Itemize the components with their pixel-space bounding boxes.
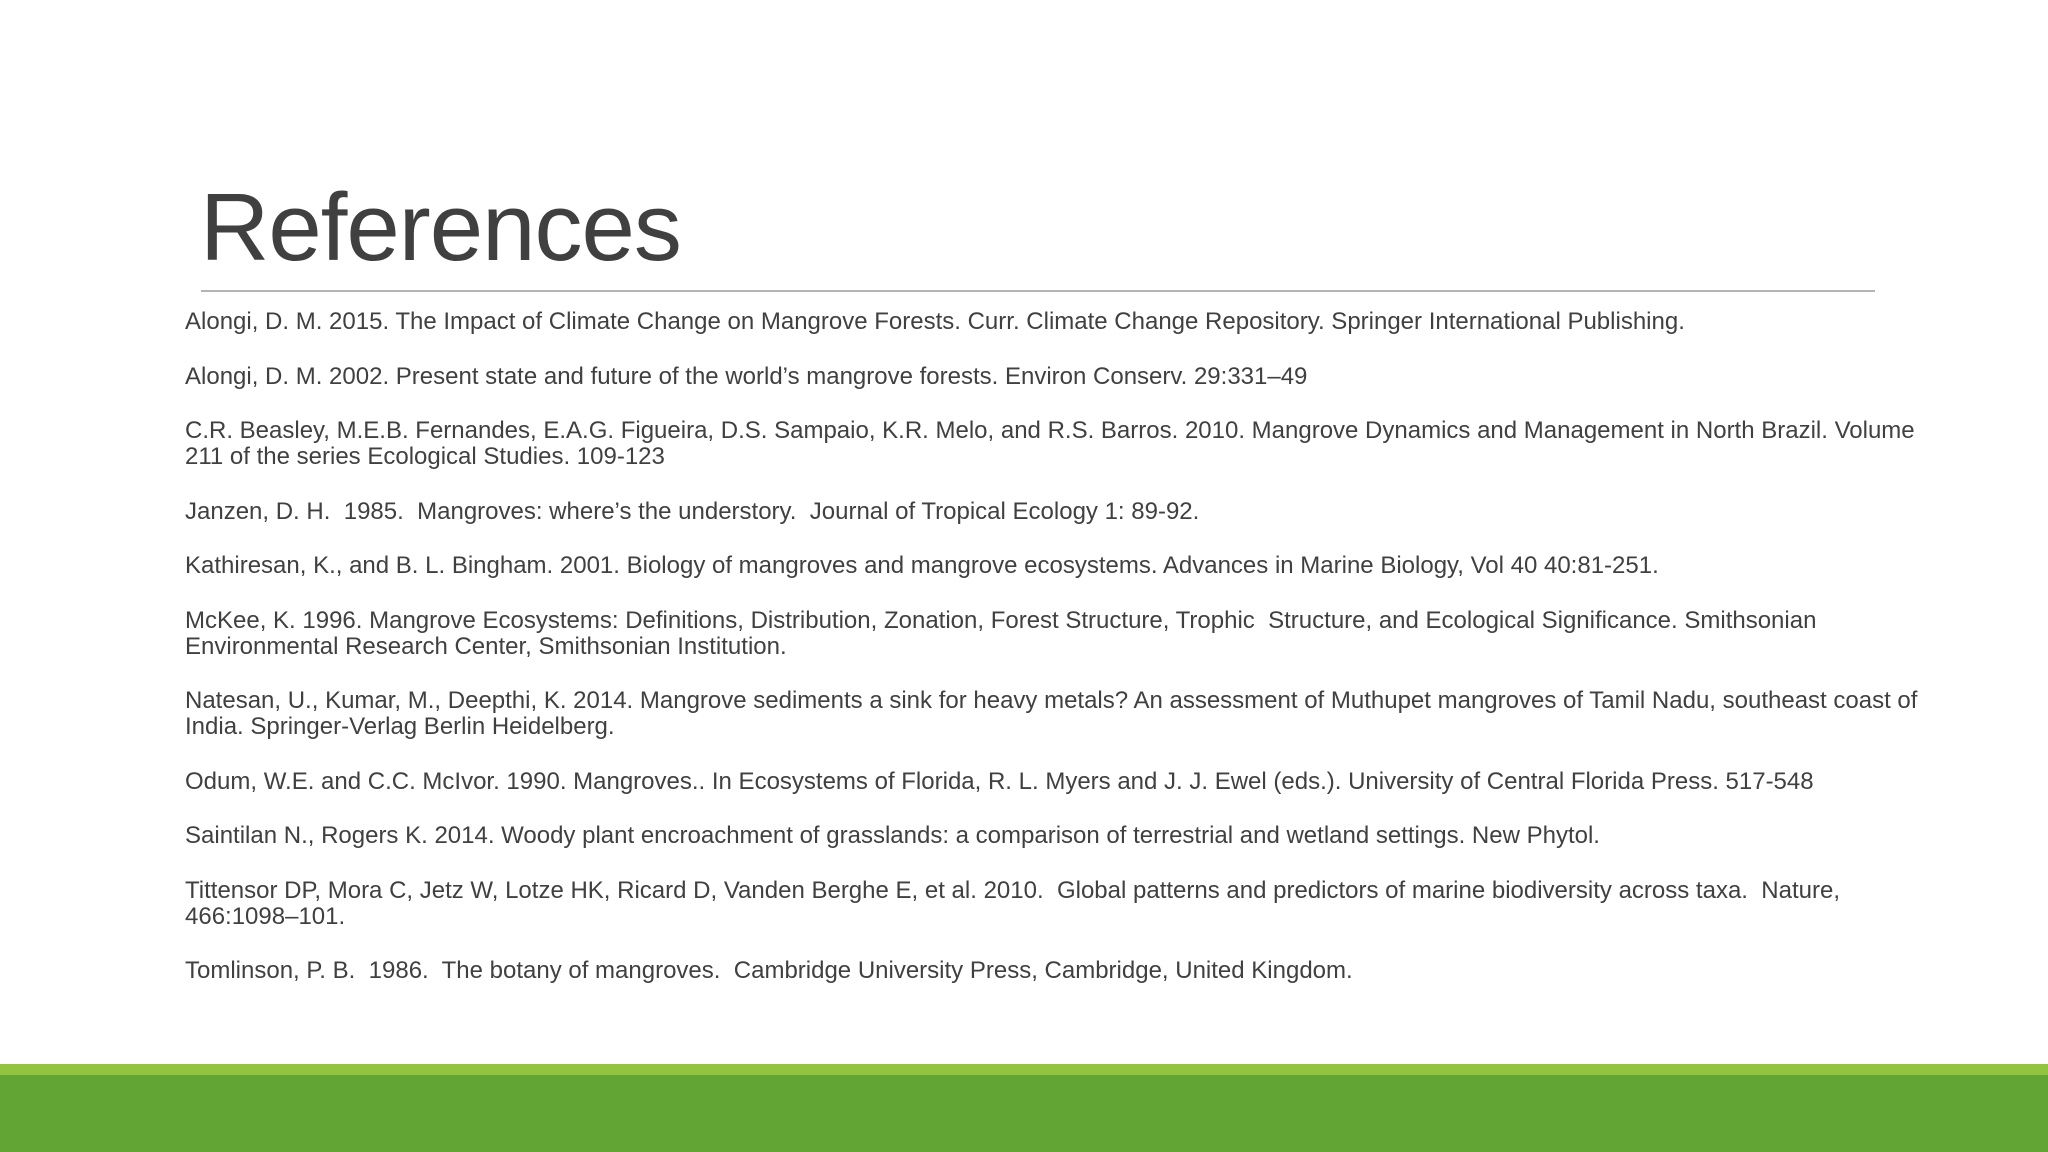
reference-item: Janzen, D. H. 1985. Mangroves: where’s the understory. Journal of Tropical Ecology 1: 89-92. <box>185 497 1200 525</box>
reference-item: Alongi, D. M. 2015. The Impact of Climate Change on Mangrove Forests. Curr. Climate Change Repository. Springer International Publishing. <box>185 308 1685 335</box>
reference-item: C.R. Beasley, M.E.B. Fernandes, E.A.G. Figueira, D.S. Sampaio, K.R. Melo, and R.S. Barros. 2010. Mangrove Dynamics and Management in North Brazil. Volume 211 of the series Ecological Studies. 109-123 <box>185 417 1922 470</box>
reference-item: Tomlinson, P. B. 1986. The botany of mangroves. Cambridge University Press, Cambridge, United Kingdom. <box>185 957 1353 984</box>
reference-item: Natesan, U., Kumar, M., Deepthi, K. 2014. Mangrove sediments a sink for heavy metals? An assessment of Muthupet mangroves of Tamil Nadu, southeast coast of India. Springer-Verlag Berlin Heidelberg. <box>185 687 1925 740</box>
reference-list <box>185 308 1925 984</box>
title-divider <box>201 290 1875 292</box>
reference-item: Saintilan N., Rogers K. 2014. Woody plant encroachment of grasslands: a comparison of terrestrial and wetland settings. New Phytol. <box>185 822 1600 849</box>
footer-accent-stripe <box>0 1064 2048 1075</box>
footer-bar <box>0 1075 2048 1152</box>
reference-item: Odum, W.E. and C.C. McIvor. 1990. Mangroves.. In Ecosystems of Florida, R. L. Myers and J. J. Ewel (eds.). University of Central Florida Press. 517-548 <box>185 767 1814 795</box>
slide-title: References <box>200 174 681 281</box>
reference-item: Tittensor DP, Mora C, Jetz W, Lotze HK, Ricard D, Vanden Berghe E, et al. 2010. Global patterns and predictors of marine biodiversity across taxa. Nature, 466:1098–101. <box>185 876 1847 930</box>
reference-item: Kathiresan, K., and B. L. Bingham. 2001. Biology of mangroves and mangrove ecosystems. Advances in Marine Biology, Vol 40 40:81-251. <box>185 552 1659 579</box>
reference-item: McKee, K. 1996. Mangrove Ecosystems: Definitions, Distribution, Zonation, Forest Structure, Trophic Structure, and Ecological Significance. Smithsonian Environmental Research Center, Smithsonian Institution. <box>185 606 1824 660</box>
reference-item: Alongi, D. M. 2002. Present state and future of the world’s mangrove forests. Environ Conserv. 29:331–49 <box>185 362 1308 390</box>
